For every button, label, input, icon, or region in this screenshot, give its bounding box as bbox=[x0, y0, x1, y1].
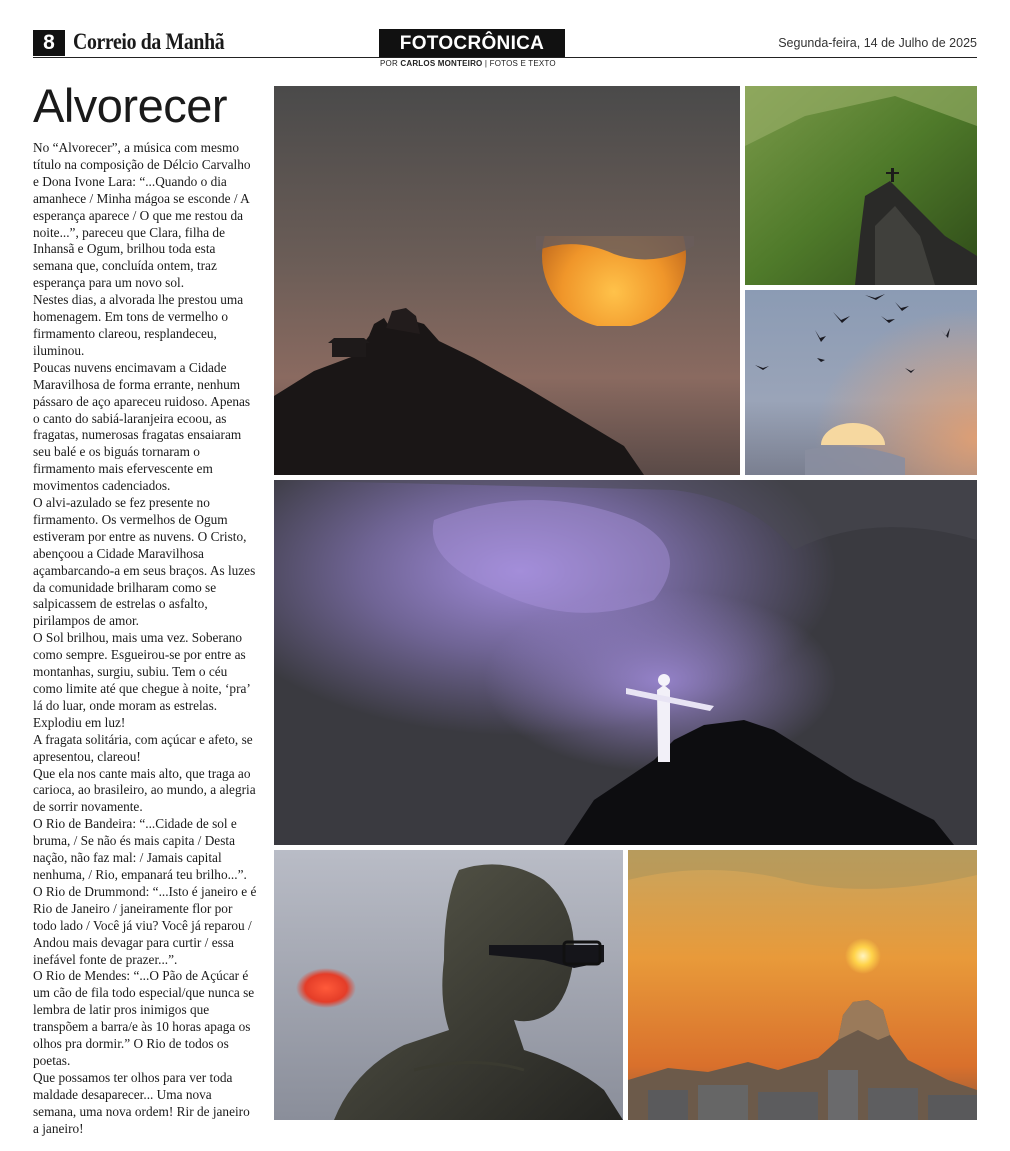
photo-christ-redeemer-night bbox=[274, 480, 977, 845]
article-paragraph: Nestes dias, a alvorada lhe prestou uma homenagem. Em tons de vermelho o firmamento clareou, resplandeceu, iluminou. bbox=[33, 292, 244, 358]
byline-suffix: | FOTOS E TEXTO bbox=[484, 59, 556, 68]
article-paragraph: A fragata solitária, com açúcar e afeto, se apresentou, clareou! bbox=[33, 731, 253, 764]
byline-author: CARLOS MONTEIRO bbox=[400, 59, 483, 68]
masthead bbox=[33, 28, 977, 70]
article-paragraph: O Rio de Bandeira: “...Cidade de sol e bruma, / Se não és mais capita / Desta nação, não faz mal: / Jamais capital nenhuma, / Rio, empanará teu brilho...”. bbox=[33, 816, 247, 882]
article-paragraph: O alvi-azulado se fez presente no firmamento. Os vermelhos de Ogum estiveram por entre as nuvens. O Cristo, abençoou a Cidade Maravilhosa açambarcando-a em seus braços. As luzes da comunidade brilharam como se salpicassem de estrelas o asfalto, pirilampos de amor. bbox=[33, 495, 256, 629]
article-paragraph: O Sol brilhou, mais uma vez. Soberano como sempre. Esgueirou-se por entre as montanhas, surgiu, subiu. Tem o céu como limite até que chegue à noite, ‘pra’ lá do luar, onde moram as estrelas. Explodiu em luz! bbox=[33, 630, 250, 730]
article-headline: Alvorecer bbox=[33, 79, 228, 132]
article-paragraph: O Rio de Mendes: “...O Pão de Açúcar é um cão de fila todo especial/que nunca se lembra de latir pros inimigos que transpõem a barra/e às 10 horas apaga os olhos pra dormir.” O Rio de todos os poetas. bbox=[33, 968, 255, 1068]
photo-statue-and-red-sun bbox=[274, 850, 623, 1120]
article-paragraph: Que ela nos cante mais alto, que traga ao carioca, ao brasileiro, ao mundo, a alegria de sorrir novamente. bbox=[33, 765, 256, 815]
newspaper-name: Correio da Manhã bbox=[73, 29, 225, 54]
article-paragraph: No “Alvorecer”, a música com mesmo título na composição de Délcio Carvalho e Dona Ivone Lara: “...Quando o dia amanhece / Minha mágoa se esconde / A esperança aparece / O que me restou da noite...”, pareceu que Clara, filha de Inhansã e Ogum, brilhou toda esta semana que, concluída ontem, traz esperança para um novo sol. bbox=[33, 140, 251, 291]
article-paragraph: Que possamos ter olhos para ver toda maldade desaparecer... Uma nova semana, uma nova ordem! Rir de janeiro a janeiro! bbox=[33, 1069, 250, 1136]
byline-prefix: POR bbox=[380, 59, 398, 68]
page-number: 8 bbox=[33, 30, 65, 56]
photo-sunset-sugarloaf bbox=[628, 850, 977, 1120]
article-body bbox=[33, 140, 257, 1137]
section-title: FOTOCRÔNICA bbox=[379, 29, 565, 57]
byline bbox=[380, 59, 556, 68]
issue-date: Segunda-feira, 14 de Julho de 2025 bbox=[778, 36, 977, 50]
photo-birds-and-moon bbox=[745, 290, 977, 475]
article-paragraph: Poucas nuvens encimavam a Cidade Maravilhosa de forma errante, nenhum pássaro de aço apareceu ruidoso. Apenas o canto do sabiá-laranjeira ecoou, as fragatas, numerosas fragatas ensaiaram seu balé e os biguás tornaram o firmamento mais efervescente em movimentos cadenciados. bbox=[33, 359, 251, 494]
article-paragraph: O Rio de Drummond: “...Isto é janeiro e é Rio de Janeiro / janeiramente flor por todo lado / Você já viu? Você já reparou / Andou mais devagar para curtir / essa inefável fonte de prazer...”. bbox=[33, 883, 257, 967]
photo-corcovado-green bbox=[745, 86, 977, 285]
masthead-rule bbox=[33, 57, 977, 58]
photo-moon-over-hill bbox=[274, 86, 740, 475]
